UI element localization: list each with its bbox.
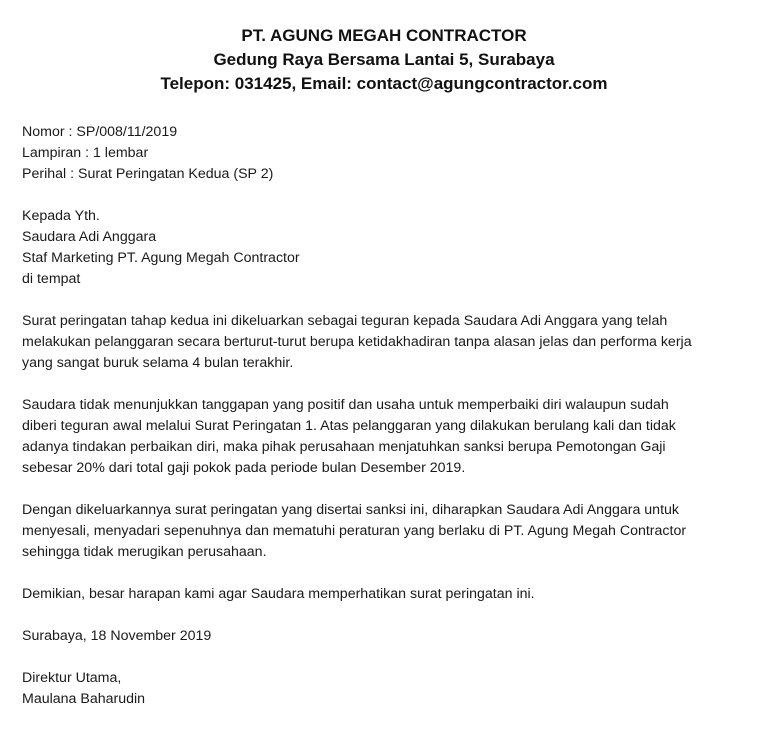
paragraph-line: diberi teguran awal melalui Surat Peringatan 1. Atas pelanggaran yang dilakukan berulang kali dan tidak bbox=[22, 418, 676, 434]
recipient-position: Staf Marketing PT. Agung Megah Contractor bbox=[22, 250, 300, 266]
letter-attachment: Lampiran : 1 lembar bbox=[22, 145, 149, 161]
paragraph-line: Dengan dikeluarkannya surat peringatan yang disertai sanksi ini, diharapkan Saudara Adi Anggara untuk bbox=[22, 502, 680, 518]
company-name: PT. AGUNG MEGAH CONTRACTOR bbox=[241, 26, 527, 45]
paragraph-3 bbox=[22, 500, 752, 563]
paragraph-line: sehingga tidak merugikan perusahaan. bbox=[22, 544, 267, 560]
paragraph-line: Saudara tidak menunjukkan tanggapan yang positif dan usaha untuk memperbaiki diri walaupun sudah bbox=[22, 397, 669, 413]
paragraph-line: Demikian, besar harapan kami agar Saudara memperhatikan surat peringatan ini. bbox=[22, 586, 535, 602]
paragraph-1 bbox=[22, 311, 752, 374]
signatory-name: Maulana Baharudin bbox=[22, 691, 146, 707]
letter-body bbox=[22, 122, 752, 710]
letterhead bbox=[0, 24, 768, 96]
letter-number: Nomor : SP/008/11/2019 bbox=[22, 124, 178, 140]
company-address: Gedung Raya Bersama Lantai 5, Surabaya bbox=[213, 50, 555, 69]
recipient-name: Saudara Adi Anggara bbox=[22, 229, 157, 245]
paragraph-line: yang sangat buruk selama 4 bulan terakhir. bbox=[22, 355, 294, 371]
place-date: Surabaya, 18 November 2019 bbox=[22, 628, 212, 644]
signatory-title: Direktur Utama, bbox=[22, 670, 122, 686]
paragraph-4 bbox=[22, 584, 752, 605]
paragraph-line: sebesar 20% dari total gaji pokok pada periode bulan Desember 2019. bbox=[22, 460, 466, 476]
letter-subject: Perihal : Surat Peringatan Kedua (SP 2) bbox=[22, 166, 274, 182]
paragraph-2 bbox=[22, 395, 752, 479]
paragraph-line: adanya tindakan perbaikan diri, maka pihak perusahaan menjatuhkan sanksi berupa Pemotongan Gaji bbox=[22, 439, 666, 455]
paragraph-line: melakukan pelanggaran secara berturut-turut berupa ketidakhadiran tanpa alasan jelas dan performa kerja bbox=[22, 334, 692, 350]
recipient-place: di tempat bbox=[22, 271, 81, 287]
paragraph-line: menyesali, menyadari sepenuhnya dan mematuhi peraturan yang berlaku di PT. Agung Megah Contractor bbox=[22, 523, 687, 539]
company-contact: Telepon: 031425, Email: contact@agungcontractor.com bbox=[160, 74, 608, 93]
paragraph-line: Surat peringatan tahap kedua ini dikeluarkan sebagai teguran kepada Saudara Adi Anggara yang telah bbox=[22, 313, 668, 329]
recipient-greeting: Kepada Yth. bbox=[22, 208, 100, 224]
